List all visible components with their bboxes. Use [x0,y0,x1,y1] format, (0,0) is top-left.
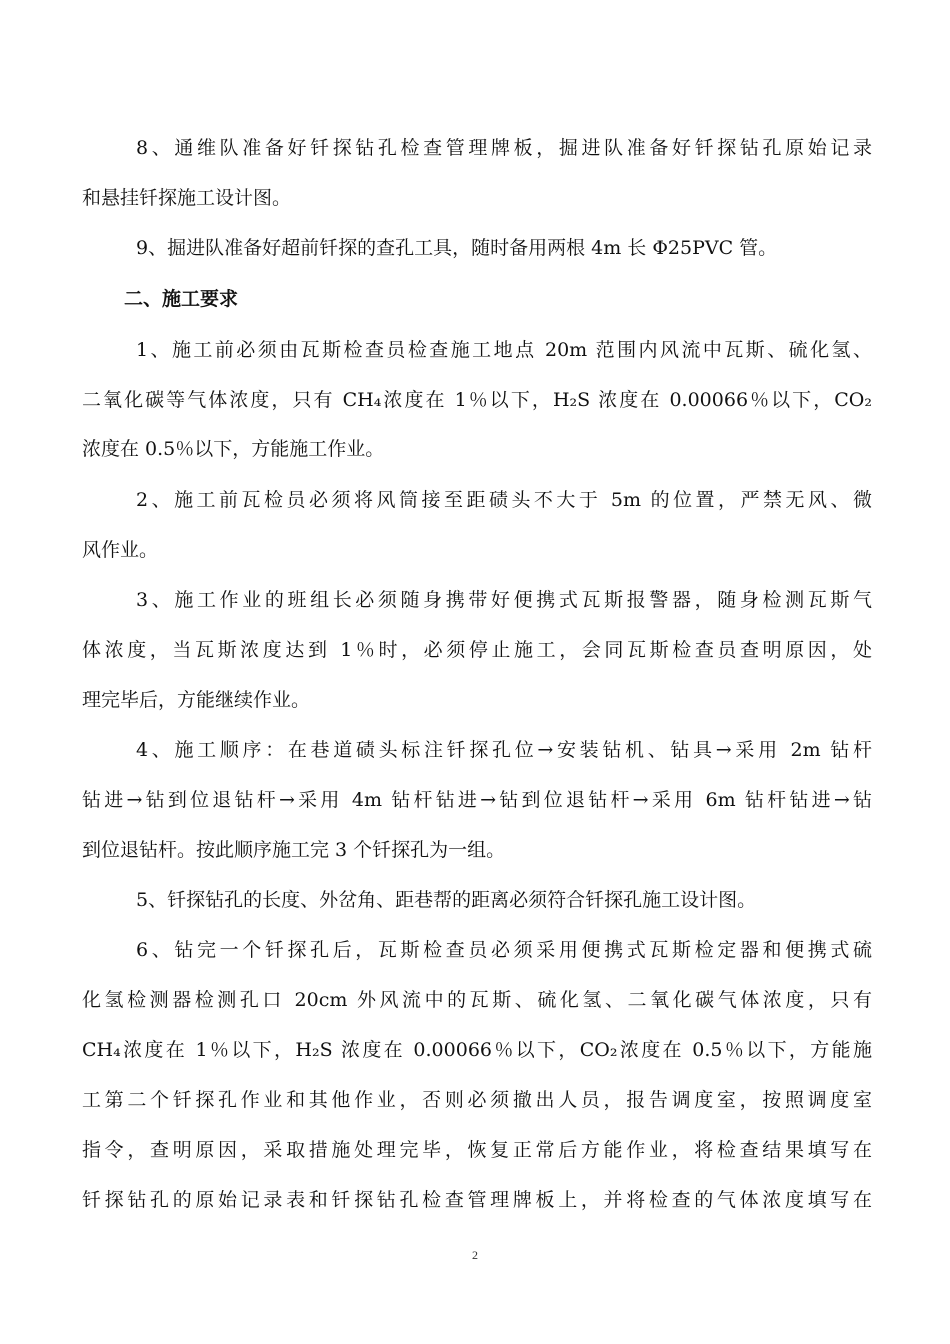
paragraph-1-line-2: 二氧化碳等气体浓度，只有 CH₄浓度在 1％以下，H₂S 浓度在 0.00066％以下，CO₂ [82,389,872,411]
paragraph-8-line-2: 和悬挂钎探施工设计图。 [82,187,292,209]
paragraph-2-line-2: 风作业。 [82,539,159,561]
paragraph-9-line-1: 9、掘进队准备好超前钎探的查孔工具，随时备用两根 4m 长 Φ25PVC 管。 [136,237,778,259]
paragraph-3-line-1: 3、施工作业的班组长必须随身携带好便携式瓦斯报警器，随身检测瓦斯气 [136,589,872,611]
paragraph-3-line-2: 体浓度，当瓦斯浓度达到 1％时，必须停止施工，会同瓦斯检查员查明原因，处 [82,639,872,661]
paragraph-6-line-5: 指令，查明原因，采取措施处理完毕，恢复正常后方能作业，将检查结果填写在 [82,1139,872,1161]
paragraph-1-line-3: 浓度在 0.5％以下，方能施工作业。 [82,438,385,460]
paragraph-3-line-3: 理完毕后，方能继续作业。 [82,689,311,711]
paragraph-6-line-1: 6、钻完一个钎探孔后，瓦斯检查员必须采用便携式瓦斯检定器和便携式硫 [136,939,872,961]
paragraph-6-line-3: CH₄浓度在 1％以下，H₂S 浓度在 0.00066％以下，CO₂浓度在 0.5％以下，方能施 [82,1039,872,1061]
paragraph-6-line-4: 工第二个钎探孔作业和其他作业，否则必须撤出人员，报告调度室，按照调度室 [82,1089,872,1111]
paragraph-6-line-6: 钎探钻孔的原始记录表和钎探钻孔检查管理牌板上，并将检查的气体浓度填写在 [82,1189,872,1211]
paragraph-5-line-1: 5、钎探钻孔的长度、外岔角、距巷帮的距离必须符合钎探孔施工设计图。 [136,889,757,911]
paragraph-1-line-1: 1、施工前必须由瓦斯检查员检查施工地点 20m 范围内风流中瓦斯、硫化氢、 [136,339,872,361]
paragraph-4-line-2: 钻进→钻到位退钻杆→采用 4m 钻杆钻进→钻到位退钻杆→采用 6m 钻杆钻进→钻 [82,789,872,811]
page-number: 2 [472,1248,478,1262]
paragraph-8-line-1: 8、通维队准备好钎探钻孔检查管理牌板，掘进队准备好钎探钻孔原始记录 [136,137,872,159]
paragraph-4-line-1: 4、施工顺序：在巷道碛头标注钎探孔位→安装钻机、钻具→采用 2m 钻杆 [136,739,872,761]
paragraph-6-line-2: 化氢检测器检测孔口 20cm 外风流中的瓦斯、硫化氢、二氧化碳气体浓度，只有 [82,989,872,1011]
section-heading: 二、施工要求 [124,288,239,310]
paragraph-2-line-1: 2、施工前瓦检员必须将风筒接至距碛头不大于 5m 的位置，严禁无风、微 [136,489,872,511]
paragraph-4-line-3: 到位退钻杆。按此顺序施工完 3 个钎探孔为一组。 [82,839,506,861]
